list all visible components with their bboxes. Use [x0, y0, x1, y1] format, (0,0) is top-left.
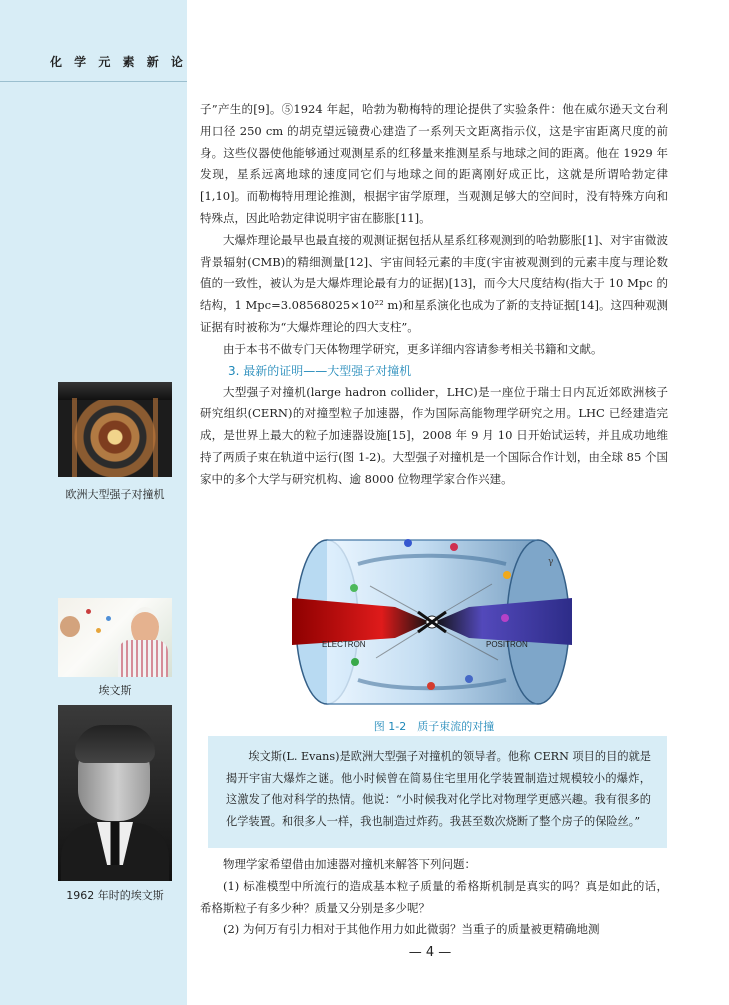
paragraph-big-bang: 大爆炸理论最早也最直接的观测证据包括从星系红移观测到的哈勃膨胀[1]、对宇宙微波背景辐射(CMB)的精细测量[12]、宇宙间轻元素的丰度(宇宙被观测到的元素丰度与理论数值的一致性，被认为是大爆炸理论最有力的证据)[13]，而今大尺度结构(指大于 10 Mpc 的结构，1 Mpc=3.08568025×10²² m)和星系演化也成为了新的支持证据[14]。这四种观测证据有时被称为“大爆炸理论的四大支柱”。 [200, 232, 668, 334]
main-text [200, 99, 668, 491]
evans-shirt [118, 640, 168, 677]
figure-caption: 图 1-2 质子束流的对撞 [373, 720, 495, 733]
gamma-label: γ [548, 557, 554, 567]
section-heading: 3. 最新的证明——大型强子对撞机 [228, 363, 412, 378]
collision-diagram [292, 534, 572, 710]
evans-hand [60, 616, 80, 637]
particle-marker [501, 614, 509, 622]
paragraph-reference-note: 由于本书不做专门天体物理学研究，更多详细内容请参考相关书籍和文献。 [223, 341, 603, 356]
collision-figure [292, 534, 572, 710]
evans-callout: 埃文斯(L. Evans)是欧洲大型强子对撞机的领导者。他称 CERN 项目的目的就是揭开宇宙大爆炸之谜。他小时候曾在简易住宅里用化学装置制造过规模较小的爆炸，这激发了他对科学的热情。他说：“小时候我对化学比对物理学更感兴趣。我有很多的化学装置。和很多人一样，我也制造过炸药。我甚至数次烧断了整个房子的保险丝。” [208, 736, 667, 848]
photo-mark [106, 616, 111, 621]
evans-photo-caption: 埃文斯 [98, 684, 132, 697]
lhc-photo [58, 382, 172, 477]
portrait-hair [75, 725, 155, 763]
evans-photo [58, 598, 172, 677]
question-gravity: (2) 为何万有引力相对于其他作用力如此微弱？当重子的质量被更精确地测 [223, 922, 600, 937]
photo-mark [86, 609, 91, 614]
paragraph-lhc: 大型强子对撞机(large hadron collider，LHC)是一座位于瑞士日内瓦近郊欧洲核子研究组织(CERN)的对撞型粒子加速器，作为国际高能物理学研究之用。LHC 已经建造完成，是世界上最大的粒子加速器设施[15]，2008 年 9 月 10 日开始试运转，并且成功地维持了两质子束在轨道中运行(图 1-2)。大型强子对撞机是一个国际合作计划，由全球 85 个国家中的多个大学与研究机构、逾 8000 位物理学家合作兴建。 [200, 384, 668, 486]
particle-marker [427, 682, 435, 690]
paragraph-hubble: 子”产生的[9]。⑤1924 年起，哈勃为勒梅特的理论提供了实验条件：他在威尔逊天文台利用口径 250 cm 的胡克望远镜费心建造了一系列天文距离指示仪，这是宇宙距离尺度的前身。这些仪器使他能够通过观测星系的红移量来推测星系与地球之间的距离。他在 1929 年发现，星系远离地球的速度同它们与地球之间的距离刚好成正比，这就是所谓哈勃定律[1,10]。而勒梅特用理论推测，根据宇宙学原理，当观测足够大的空间时，没有特殊方向和特殊点，因此哈勃定律说明宇宙在膨胀[11]。 [200, 102, 668, 225]
particle-marker [450, 543, 458, 551]
lhc-photo-caption: 欧洲大型强子对撞机 [65, 488, 165, 501]
paragraph-questions: 物理学家希望借由加速器对撞机来解答下列问题： [223, 857, 476, 871]
page-number: — 4 — [408, 945, 452, 960]
particle-marker [404, 539, 412, 547]
positron-label: POSITRON [486, 640, 528, 649]
question-higgs: (1) 标准模型中所流行的造成基本粒子质量的希格斯机制是真实的吗？真是如此的话，希格斯粒子有多少种？质量又分别是多少呢？ [200, 878, 668, 915]
young-evans-photo [58, 705, 172, 881]
particle-marker [351, 658, 359, 666]
bottom-text [200, 854, 668, 941]
book-title: 化 学 元 素 新 论 [50, 55, 187, 69]
photo-mark [96, 628, 101, 633]
particle-marker [503, 571, 511, 579]
title-rule [0, 81, 187, 82]
particle-marker [350, 584, 358, 592]
electron-label: ELECTRON [322, 640, 366, 649]
young-evans-caption: 1962 年时的埃文斯 [66, 889, 164, 902]
particle-marker [465, 675, 473, 683]
